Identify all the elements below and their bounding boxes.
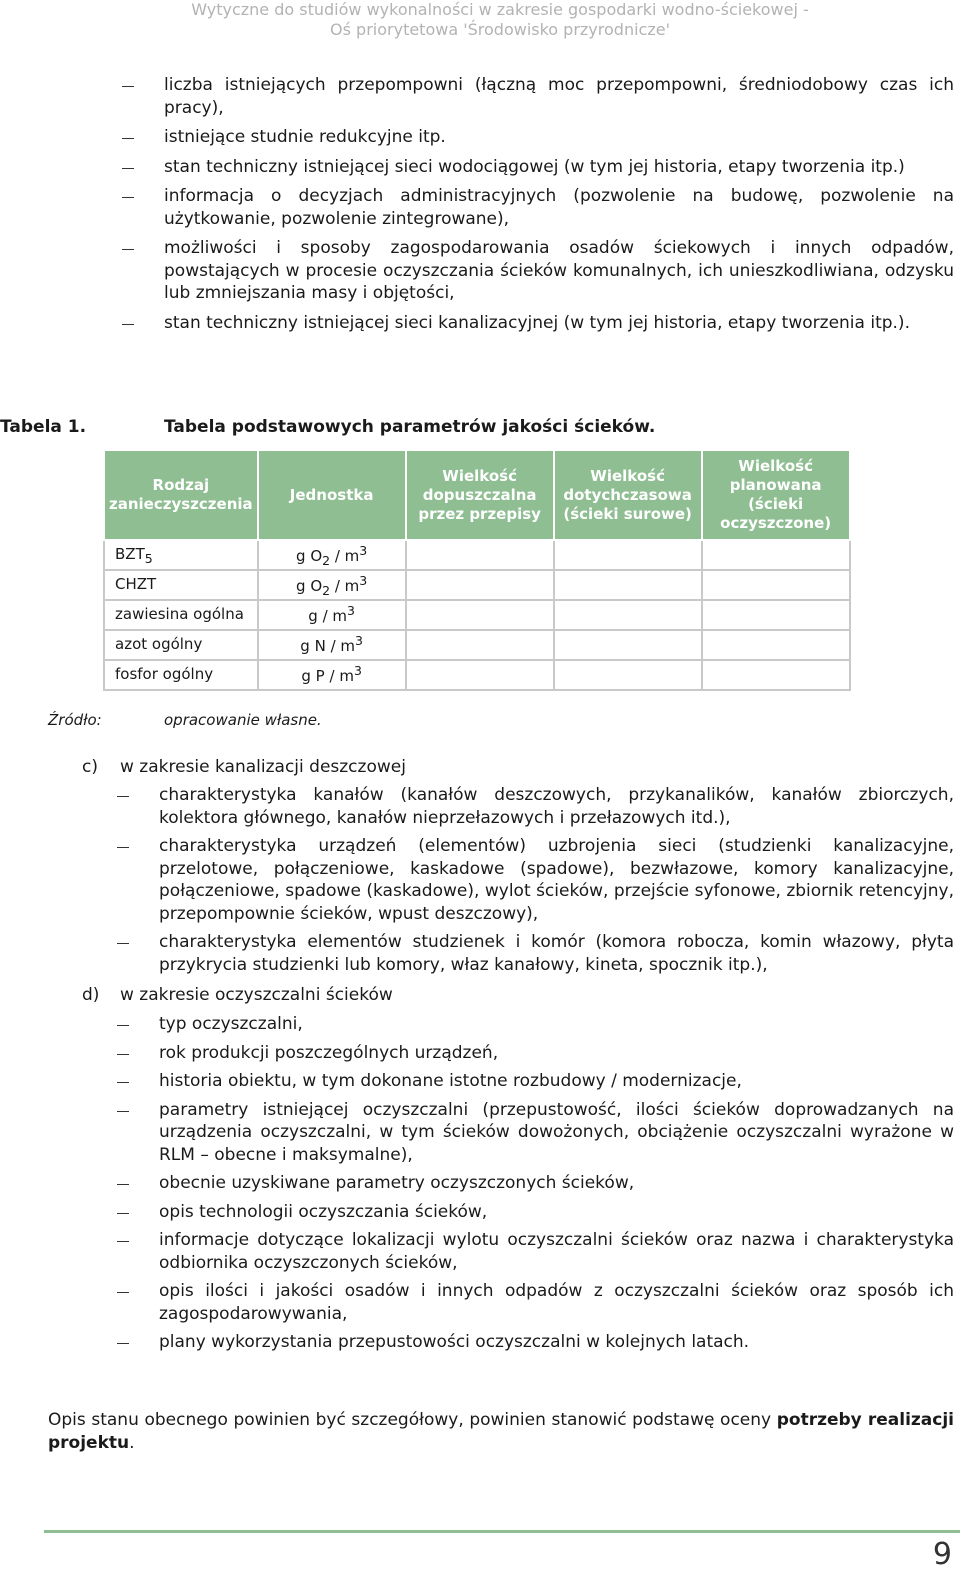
header-line-2: Oś priorytetowa 'Środowisko przyrodnicze' — [330, 20, 670, 39]
list-item: stan techniczny istniejącej sieci kanalizacyjnej (w tym jej historia, etapy tworzenia itp.). — [164, 312, 954, 335]
header-unit: Jednostka — [258, 450, 406, 540]
closing-emphasis: potrzeby realizacji projektu — [48, 1410, 955, 1453]
list-item: opis ilości i jakości osadów i innych odpadów z oczyszczalni ścieków oraz sposób ich zagospodarowywania, — [159, 1280, 954, 1325]
pollutant-cell: azot ogólny — [104, 630, 258, 660]
closing-paragraph: Opis stanu obecnego powinien być szczegółowy, powinien stanowić podstawę oceny potrzeby realizacji projektu. — [48, 1410, 955, 1453]
list-item: informacje dotyczące lokalizacji wylotu oczyszczalni ścieków oraz nazwa i charakterystyka odbiornika oczyszczonych ścieków, — [159, 1229, 954, 1274]
value-cell — [702, 540, 850, 570]
dash-bullet-icon — [117, 1229, 129, 1251]
list-item: parametry istniejącej oczyszczalni (przepustowość, ilości ścieków doprowadzanych na urządzenia oczyszczalni, w tym ścieków dowożonych, obciążenie oczyszczalni wyrażone w RLM – obecne i maksymalne), — [159, 1099, 954, 1167]
dash-bullet-icon — [122, 312, 134, 334]
list-item: plany wykorzystania przepustowości oczyszczalni w kolejnych latach. — [159, 1331, 954, 1354]
table-row — [104, 540, 850, 570]
unit-cell: g P / $m^3$ — [258, 660, 406, 690]
table-row — [104, 570, 850, 600]
dash-bullet-icon — [117, 931, 129, 953]
pollutant-cell: CHZT — [104, 570, 258, 600]
unit-cell: g $O_2 / m^3$ — [258, 570, 406, 600]
value-cell — [406, 600, 554, 630]
value-cell — [554, 570, 702, 600]
dash-bullet-icon — [122, 237, 134, 259]
source-label: Źródło: — [48, 711, 102, 729]
value-cell — [702, 660, 850, 690]
dash-bullet-icon — [117, 1042, 129, 1064]
unit-cell: g / $m^3$ — [258, 600, 406, 630]
source-text: opracowanie własne. — [164, 711, 322, 729]
section-letter: c) — [82, 757, 98, 777]
value-cell — [406, 570, 554, 600]
value-cell — [702, 600, 850, 630]
dash-bullet-icon — [117, 784, 129, 806]
list-item: możliwości i sposoby zagospodarowania osadów ściekowych i innych odpadów, powstających w procesie oczyszczania ścieków komunalnych, ich unieszkodliwiana, odzysku lub zmniejszania masy i objętości, — [164, 237, 954, 305]
header-allowed: Wielkość dopuszczalna przez przepisy — [406, 450, 554, 540]
value-cell — [406, 660, 554, 690]
list-item: opis technologii oczyszczania ścieków, — [159, 1201, 954, 1224]
table-title: Tabela podstawowych parametrów jakości ścieków. — [164, 417, 656, 437]
value-cell — [406, 630, 554, 660]
section-d-heading — [82, 984, 393, 1006]
list-item: typ oczyszczalni, — [159, 1013, 954, 1036]
table-row — [104, 660, 850, 690]
value-cell — [554, 630, 702, 660]
section-letter: d) — [82, 985, 100, 1005]
value-cell — [554, 540, 702, 570]
section-c-list — [159, 784, 954, 982]
table-row — [104, 600, 850, 630]
dash-bullet-icon — [117, 1013, 129, 1035]
unit-cell: g $O_2 / m^3$ — [258, 540, 406, 570]
value-cell — [554, 600, 702, 630]
header-planned: Wielkość planowana (ścieki oczyszczone) — [702, 450, 850, 540]
value-cell — [702, 630, 850, 660]
value-cell — [554, 660, 702, 690]
dash-bullet-icon — [117, 1172, 129, 1194]
list-item: stan techniczny istniejącej sieci wodociągowej (w tym jej historia, etapy tworzenia itp.) — [164, 156, 954, 179]
dash-bullet-icon — [122, 126, 134, 148]
dash-bullet-icon — [117, 1070, 129, 1092]
header-line-1: Wytyczne do studiów wykonalności w zakresie gospodarki wodno-ściekowej - — [191, 0, 809, 19]
header-current: Wielkość dotychczasowa (ścieki surowe) — [554, 450, 702, 540]
list-item: charakterystyka urządzeń (elementów) uzbrojenia sieci (studzienki kanalizacyjne, przelotowe, połączeniowe, kaskadowe (spadowe), bezwłazowe, komory kanalizacyjne, połączeniowe, spadowe (kaskadowe), wylot ścieków, przejście syfonowe, zbiornik retencyjny, przepompownie ścieków, wpust deszczowy), — [159, 835, 954, 925]
list-item: rok produkcji poszczególnych urządzeń, — [159, 1042, 954, 1065]
page-number: 9 — [932, 1537, 952, 1572]
list-item: liczba istniejących przepompowni (łączną moc przepompowni, średniodobowy czas ich pracy), — [164, 74, 954, 119]
value-cell — [702, 570, 850, 600]
table-label: Tabela 1. — [0, 417, 87, 437]
table-row — [104, 630, 850, 660]
list-item: historia obiektu, w tym dokonane istotne rozbudowy / modernizacje, — [159, 1070, 954, 1093]
dash-bullet-icon — [117, 1280, 129, 1302]
page-header — [0, 0, 960, 40]
dash-bullet-icon — [117, 1099, 129, 1121]
section-title: w zakresie oczyszczalni ścieków — [120, 985, 393, 1005]
value-cell — [406, 540, 554, 570]
pollutant-cell: zawiesina ogólna — [104, 600, 258, 630]
list-item: charakterystyka kanałów (kanałów deszczowych, przykanalików, kanałów zbiorczych, kolektora głównego, kanałów nieprzełazowych i przełazowych itd.), — [159, 784, 954, 829]
pollutant-cell: fosfor ogólny — [104, 660, 258, 690]
section-c-heading — [82, 756, 406, 778]
unit-cell: g N / $m^3$ — [258, 630, 406, 660]
footer-divider — [44, 1530, 960, 1533]
dash-bullet-icon — [117, 835, 129, 857]
top-bullet-list — [164, 74, 954, 341]
dash-bullet-icon — [122, 185, 134, 207]
header-pollutant: Rodzaj zanieczyszczenia — [104, 450, 258, 540]
dash-bullet-icon — [117, 1331, 129, 1353]
parameters-table — [103, 449, 851, 691]
pollutant-cell: $BZT_5$ — [104, 540, 258, 570]
section-title: w zakresie kanalizacji deszczowej — [120, 757, 406, 777]
dash-bullet-icon — [122, 156, 134, 178]
dash-bullet-icon — [117, 1201, 129, 1223]
list-item: informacja o decyzjach administracyjnych (pozwolenie na budowę, pozwolenie na użytkowanie, pozwolenie zintegrowane), — [164, 185, 954, 230]
list-item: obecnie uzyskiwane parametry oczyszczonych ścieków, — [159, 1172, 954, 1195]
list-item: istniejące studnie redukcyjne itp. — [164, 126, 954, 149]
table-header-row — [104, 450, 850, 540]
dash-bullet-icon — [122, 74, 134, 96]
list-item: charakterystyka elementów studzienek i komór (komora robocza, komin włazowy, płyta przykrycia studzienki lub komory, właz kanałowy, kineta, spocznik itp.), — [159, 931, 954, 976]
section-d-list — [159, 1013, 954, 1360]
